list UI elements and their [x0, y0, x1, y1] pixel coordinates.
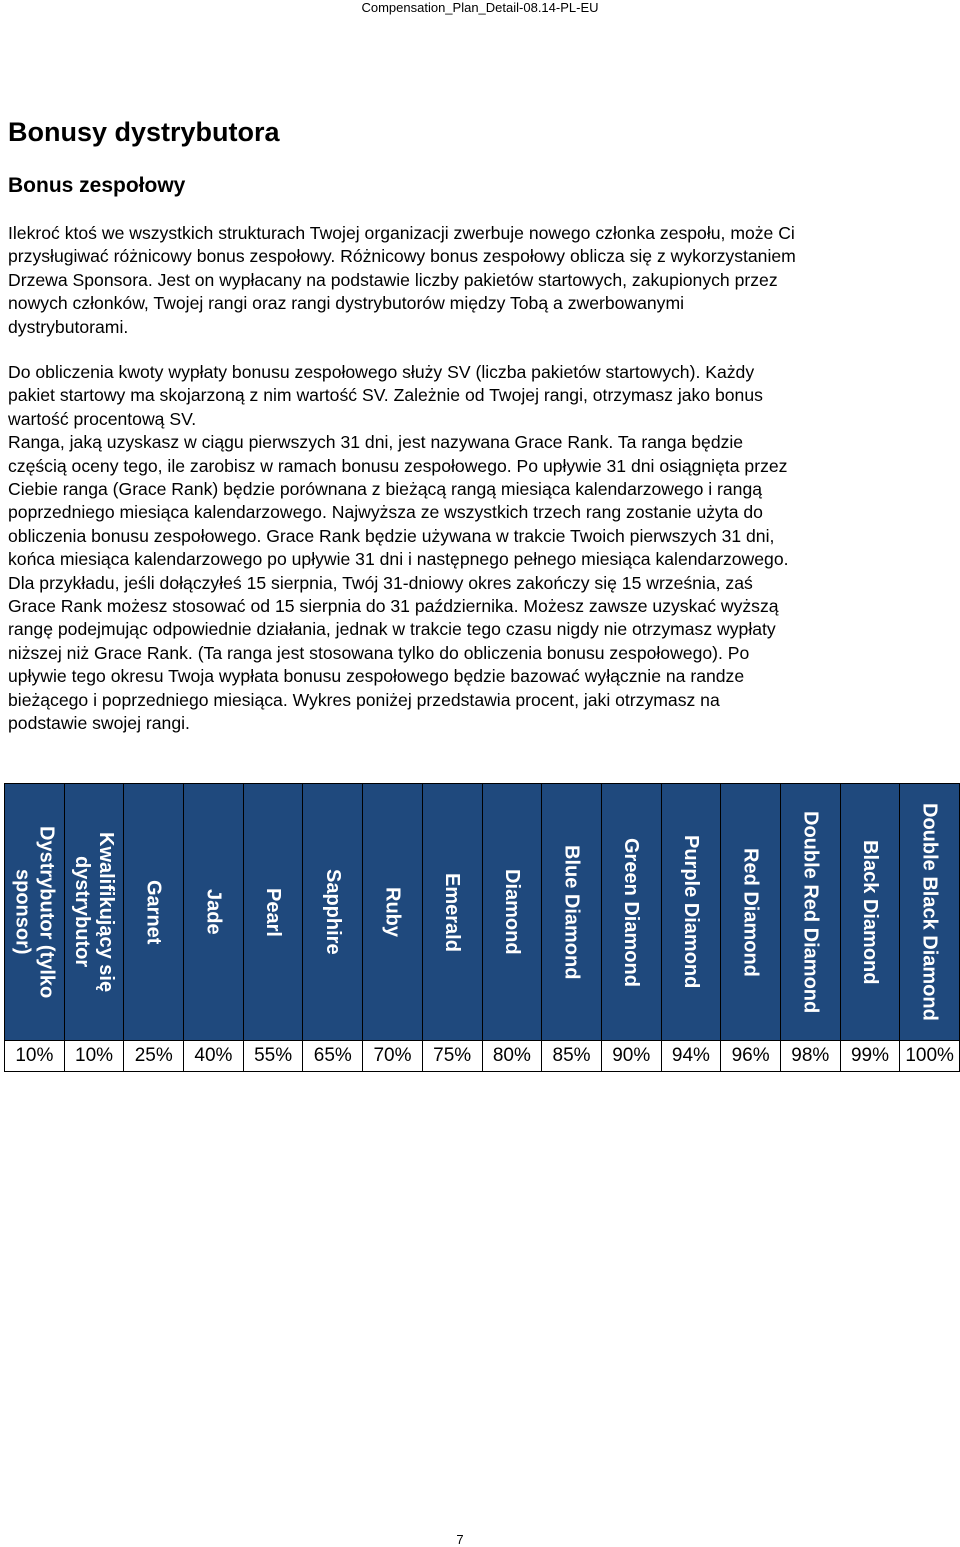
text-line: pakiet startowy ma skojarzoną z nim wartość SV. Zależnie od Twojej rangi, otrzymasz jako bonus: [8, 385, 763, 406]
text-line: rangę podejmując odpowiednie działania, jednak w trakcie tego czasu nigdy nie otrzymasz wypłaty: [8, 619, 776, 640]
rank-header-cell: [184, 784, 244, 1041]
text-line: podstawie swojej rangi.: [8, 713, 190, 734]
percentage-cell: 98%: [780, 1041, 840, 1072]
percentage-cell: 99%: [840, 1041, 900, 1072]
paragraph-intro: [8, 222, 796, 339]
rank-header-cell: [64, 784, 124, 1041]
percentage-cell: 10%: [64, 1041, 124, 1072]
text-line: Drzewa Sponsora. Jest on wypłacany na podstawie liczby pakietów startowych, zakupionych przez: [8, 269, 778, 290]
page-title: Bonusy dystrybutora: [8, 117, 280, 147]
rank-name: Double Black Diamond: [918, 803, 941, 1021]
rank-header-cell: [721, 784, 781, 1041]
text-line: częścią oceny tego, ile zarobisz w ramach bonusu zespołowego. Po upływie 31 dni osiągnięta przez: [8, 455, 788, 476]
rank-name: Dystrybutor (tylko sponsor): [11, 825, 58, 999]
rank-header-cell: [124, 784, 184, 1041]
percentage-cell: 25%: [124, 1041, 184, 1072]
rank-header-cell: [5, 784, 65, 1041]
page-number: 7: [456, 1532, 464, 1547]
text-line: Grace Rank możesz stosować od 15 sierpnia do 31 października. Możesz zawsze uzyskać wyższą: [8, 596, 779, 617]
rank-name: Blue Diamond: [560, 844, 583, 980]
rank-name: Jade: [202, 889, 225, 935]
rank-name: Garnet: [142, 879, 165, 945]
percentage-cell: 96%: [721, 1041, 781, 1072]
rank-header-cell: [482, 784, 542, 1041]
text-line: bieżącego i poprzedniego miesiąca. Wykres poniżej przedstawia procent, jaki otrzymasz na: [8, 689, 720, 710]
percentage-row: [5, 1041, 960, 1072]
percentage-cell: 90%: [601, 1041, 661, 1072]
rank-name: Red Diamond: [739, 847, 762, 977]
rank-name: Black Diamond: [858, 839, 881, 985]
percentage-cell: 75%: [422, 1041, 482, 1072]
rank-header-cell: [303, 784, 363, 1041]
text-line: dystrybutorami.: [8, 316, 129, 337]
text-line: obliczenia bonusu zespołowego. Grace Rank będzie używana w trakcie Twoich pierwszych 31 dni,: [8, 525, 775, 546]
rank-name: Diamond: [500, 869, 523, 955]
percentage-cell: 70%: [363, 1041, 423, 1072]
text-line: Ranga, jaką uzyskasz w ciągu pierwszych 31 dni, jest nazywana Grace Rank. Ta ranga będzie: [8, 432, 744, 453]
percentage-cell: 65%: [303, 1041, 363, 1072]
rank-header-cell: [422, 784, 482, 1041]
percentage-cell: 80%: [482, 1041, 542, 1072]
text-line: Ciebie ranga (Grace Rank) będzie porównana z bieżącą rangą miesiąca kalendarzowego i rangą: [8, 479, 763, 500]
rank-header-cell: [363, 784, 423, 1041]
text-line: wartość procentową SV.: [8, 408, 197, 429]
rank-header-cell: [601, 784, 661, 1041]
rank-name: Pearl: [262, 887, 285, 937]
rank-header-cell: [243, 784, 303, 1041]
rank-header-cell: [542, 784, 602, 1041]
rank-header-cell: [900, 784, 960, 1041]
text-line: poprzedniego miesiąca kalendarzowego. Najwyższa ze wszystkich trzech rang zostanie użyta do: [8, 502, 763, 523]
text-line: końca miesiąca kalendarzowego po upływie 31 dni i następnego pełnego miesiąca kalendarzowego.: [8, 549, 789, 570]
paragraph-details: [8, 361, 789, 736]
document-header: Compensation_Plan_Detail-08.14-PL-EU: [361, 0, 599, 15]
rank-percentage-table: [4, 783, 960, 1072]
text-line: nowych członków, Twojej rangi oraz rangi dystrybutorów między Tobą a zwerbowanymi: [8, 293, 685, 314]
text-line: przysługiwać różnicowy bonus zespołowy. Różnicowy bonus zespołowy oblicza się z wykorzystaniem: [8, 246, 796, 267]
text-line: Dla przykładu, jeśli dołączyłeś 15 sierpnia, Twój 31-dniowy okres zakończy się 15 września, zaś: [8, 572, 753, 593]
rank-name: Sapphire: [321, 869, 344, 955]
percentage-cell: 85%: [542, 1041, 602, 1072]
percentage-cell: 94%: [661, 1041, 721, 1072]
rank-header-cell: [840, 784, 900, 1041]
rank-header-cell: [780, 784, 840, 1041]
rank-name: Ruby: [381, 887, 404, 937]
rank-name: Kwalifikujący się dystrybutor: [71, 831, 118, 993]
percentage-cell: 100%: [900, 1041, 960, 1072]
text-line: Do obliczenia kwoty wypłaty bonusu zespołowego służy SV (liczba pakietów startowych). Każdy: [8, 362, 755, 382]
rank-header-cell: [661, 784, 721, 1041]
rank-name: Double Red Diamond: [799, 810, 822, 1014]
text-line: niższej niż Grace Rank. (Ta ranga jest stosowana tylko do obliczenia bonusu zespołowego). Po: [8, 642, 750, 663]
percentage-cell: 40%: [184, 1041, 244, 1072]
rank-name: Purple Diamond: [679, 835, 702, 989]
text-line: upływie tego okresu Twoja wypłata bonusu zespołowego będzie bazować wyłącznie na randze: [8, 666, 745, 687]
section-title: Bonus zespołowy: [8, 174, 186, 197]
percentage-cell: 55%: [243, 1041, 303, 1072]
text-line: Ilekroć ktoś we wszystkich strukturach Twojej organizacji zwerbuje nowego członka zespołu, może Ci: [8, 223, 795, 243]
percentage-cell: 10%: [5, 1041, 65, 1072]
rank-header-row: [5, 784, 960, 1041]
rank-name: Emerald: [441, 872, 464, 952]
rank-name: Green Diamond: [620, 837, 643, 987]
